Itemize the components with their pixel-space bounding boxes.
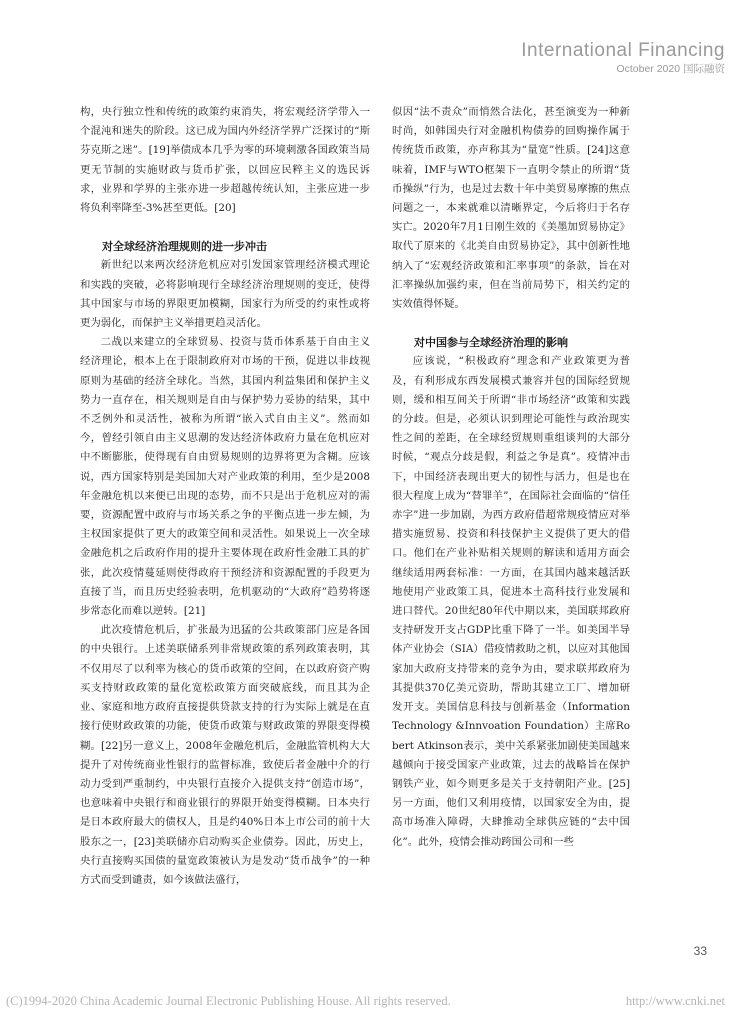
- copyright-footer: [6, 994, 749, 1009]
- paragraph-2: 新世纪以来两次经济危机应对引发国家管理经济模式理论和实践的突破，必将影响现行全球经济治理规则的变迁，使得其中国家与市场的界限更加模糊，国家行为所受的约束性或将更为弱化，而保护主义举措更趋灵活化。: [80, 259, 370, 330]
- page-number: 33: [693, 944, 707, 958]
- paragraph-3: 二战以来建立的全球贸易、投资与货币体系基于自由主义经济理论，根本上在于限制政府对市场的干预，促进以非歧视原则为基础的经济全球化。当然，其国内利益集团和保护主义势力一直存在，相关规则是自由与保护势力妥协的结果，其中不乏例外和灵活性，被称为所谓“嵌入式自由主义”。然而如今，曾经引领自由主义思潮的发达经济体政府力量在危机应对中不断膨胀，使得现有自由贸易规则的边界将更为含糊。应该说，西方国家特别是美国加大对产业政策的利用，至少是2008年金融危机以来便已出现的态势，而不只是出于危机应对的需要，资源配置中政府与市场关系之争的平衡点进一步左倾，为主权国家提供了更大的政策空间和灵活性。如果说上一次全球金融危机之后政府作用的提升主要体现在政府性金融工具的扩张，此次疫情蔓延则使得政府干预经济和资源配置的手段更为直接了当，而且历史经验表明，危机驱动的“大政府”趋势将逐步常态化而难以逆转。[21]: [80, 336, 370, 618]
- left-column: [80, 103, 370, 890]
- footer-url: http://www.cnki.net: [625, 994, 725, 1008]
- paragraph-4: 此次疫情危机后，扩张最为迅猛的公共政策部门应是各国的中央银行。上述美联储系列非常规政策的系列政策表明，其不仅用尽了以利率为核心的货币政策的空间，在以政府资产购买支持财政政策的量化宽松政策方面突破底线，而且其为企业、家庭和地方政府直接提供贷款支持的行为实际上就是在直接行使财政政策的功能，使货币政策与财政政策的界限变得模糊。[22]另一意义上，2008年金融危机后，金融监管机构大大提升了对传统商业性银行的监督标准，致使后者金融中介的行动力受到严重制约，中央银行直接介入提供支持“创造市场”，也意味着中央银行和商业银行的界限开始变得模糊。日本央行是日本政府最大的债权人，且是约40%日本上市公司的前十大股东之一，[23]美联储亦启动购买企业债券。因此，历史上，央行直接购买国债的量宽政策被认为是发动“货币战争”的一种方式而受到谴责，如今该做法盛行，: [80, 624, 370, 886]
- journal-issue: October 2020 国际融资: [616, 63, 725, 75]
- copyright-text: (C)1994-2020 China Academic Journal Electronic Publishing House. All rights reserved.: [6, 994, 451, 1008]
- section-heading-governance-rules: 对全球经济治理规则的进一步冲击: [102, 240, 267, 254]
- right-column: [392, 103, 630, 852]
- section-heading-china-participation: 对中国参与全球经济治理的影响: [414, 336, 568, 350]
- paragraph-6: 应该说，“积极政府”理念和产业政策更为普及，有利形成东西发展模式兼容并包的国际经贸规则，缓和相互间关于所谓“非市场经济”政策和实践的分歧。但是，必须认识到理论可能性与政治现实性之间的差距，在全球经贸规则重组谈判的大部分时候，“观点分歧是假，利益之争是真”。疫情冲击下，中国经济表现出更大的韧性与活力，但是也在很大程度上成为“替罪羊”，在国际社会面临的“信任赤字”进一步加剧，为西方政府借超常规疫情应对举措实施贸易、投资和科技保护主义提供了更大的借口。他们在产业补贴相关规则的解读和适用方面会继续适用两套标准：一方面，在其国内越来越活跃地使用产业政策工具，促进本土高科技行业发展和进口替代。20世纪80年代中期以来，美国联邦政府支持研发开支占GDP比重下降了一半。如美国半导体产业协会（SIA）借疫情救助之机，以应对其他国家加大政府支持带来的竞争为由，要求联邦政府为其提供370亿美元资助，帮助其建立工厂、增加研发开支。美国信息科技与创新基金（Information Technology &Innvoation Foundation）主席Robert Atkinson表示，美中关系紧张加剧使美国越来越倾向于接受国家产业政策，过去的战略旨在保护钢铁产业，如今则更多是关于支持朝阳产业。[25]另一方面，他们又利用疫情，以国家安全为由，提高市场准入障碍，大肆推动全球供应链的“去中国化”。此外，疫情会推动跨国公司和一些: [392, 355, 630, 848]
- journal-name: International Financing: [521, 40, 725, 61]
- paragraph-continued: 构，央行独立性和传统的政策约束消失，将宏观经济学带入一个混沌和迷失的阶段。这已成为国内外经济学界广泛探讨的“斯芬克斯之迷”。[19]举债成本几乎为零的环境刺激各国政策当局更无节制的实施财政与货币扩张，以回应民粹主义的选民诉求，业界和学界的主张亦进一步超越传统认知，主张应进一步将负利率降至-3%甚至更低。[20]: [80, 106, 370, 215]
- journal-header: [521, 40, 725, 76]
- paragraph-5-continued: 似因“法不责众”而悄然合法化，甚至演变为一种新时尚，如韩国央行对金融机构债券的回购操作属于传统货币政策，亦声称其为“量宽”性质。[24]这意味着，IMF与WTO框架下一直明令禁止的所谓“货币操纵”行为，也是过去数十年中美贸易摩擦的焦点问题之一，本来就难以清晰界定，今后将归于名存实亡。2020年7月1日刚生效的《美墨加贸易协定》取代了原来的《北美自由贸易协定》，其中创新性地纳入了“宏观经济政策和汇率事项”的条款，旨在对汇率操纵加强约束，但在当前局势下，相关约定的实效值得怀疑。: [392, 106, 630, 311]
